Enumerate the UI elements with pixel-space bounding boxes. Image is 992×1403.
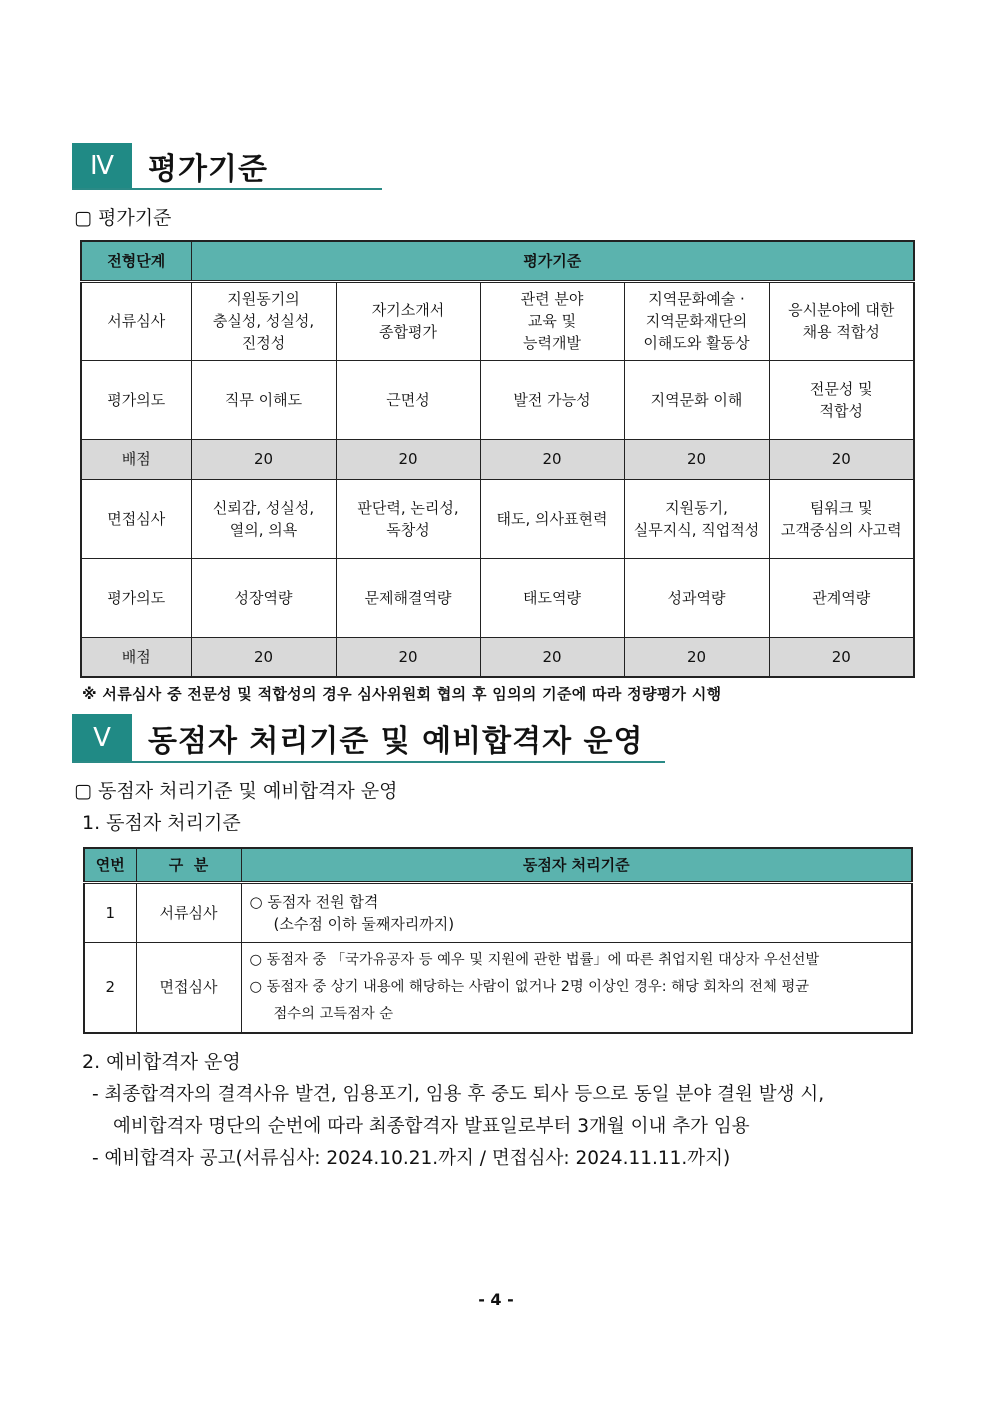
reserve-line-2: 예비합격자 명단의 순번에 따라 최종합격자 발표일로부터 3개월 이내 추가 임용: [113, 1116, 750, 1137]
table-cell: 성과역량: [624, 558, 769, 637]
section-v-subheading: ▢ 동점자 처리기준 및 예비합격자 운영: [74, 780, 398, 802]
section-iv-subheading: ▢ 평가기준: [74, 207, 172, 229]
page-number: - 4 -: [478, 1290, 514, 1309]
table-cell: 전문성 및 적합성: [769, 360, 914, 439]
table-cell: 20: [336, 439, 480, 479]
table-row: [84, 942, 912, 1033]
table-cell: 관련 분야 교육 및 능력개발: [480, 281, 624, 360]
table-cell: 지원동기의 충실성, 성실성, 진정성: [191, 281, 336, 360]
interview-row: [81, 479, 914, 558]
row-number: 2: [84, 942, 136, 1033]
item-2-heading: 2. 예비합격자 운영: [82, 1051, 241, 1073]
section-iv-header: [72, 143, 382, 190]
reserve-line-1: - 최종합격자의 결격사유 발견, 임용포기, 임용 후 중도 퇴사 등으로 동일 분야 결원 발생 시,: [92, 1084, 825, 1105]
table-cell: 판단력, 논리성, 독창성: [336, 479, 480, 558]
table-cell: 신뢰감, 성실성, 열의, 의욕: [191, 479, 336, 558]
row-label: 서류심사: [81, 281, 191, 360]
row-label: 평가의도: [81, 360, 191, 439]
table-footnote: ※ 서류심사 중 전문성 및 적합성의 경우 심사위원회 협의 후 임의의 기준에 따라 정량평가 시행: [82, 685, 722, 703]
row-label: 배점: [81, 637, 191, 677]
table-cell: 응시분야에 대한 채용 적합성: [769, 281, 914, 360]
header-category: 구 분: [136, 848, 241, 882]
table-cell: 20: [336, 637, 480, 677]
header-no: 연번: [84, 848, 136, 882]
header-rule: 동점자 처리기준: [241, 848, 912, 882]
table-header-row: [84, 848, 912, 882]
row-category: 서류심사: [136, 882, 241, 942]
interview-score-row: [81, 637, 914, 677]
table-cell: 직무 이해도: [191, 360, 336, 439]
interview-intent-row: [81, 558, 914, 637]
table-cell: 20: [769, 637, 914, 677]
table-cell: 20: [480, 439, 624, 479]
section-iv-title: 평가기준: [148, 151, 268, 187]
evaluation-criteria-table: [80, 240, 915, 678]
table-row: [84, 882, 912, 942]
row-category: 면접심사: [136, 942, 241, 1033]
table-cell: 20: [769, 439, 914, 479]
reserve-line-3: - 예비합격자 공고(서류심사: 2024.10.21.까지 / 면접심사: 2024.11.11.까지): [92, 1148, 731, 1169]
row-rule: ○ 동점자 중 「국가유공자 등 예우 및 지원에 관한 법률」에 따른 취업지원 대상자 우선선발 ○ 동점자 중 상기 내용에 해당하는 사람이 없거나 2명 이상인 경우: 해당 회차의 전체 평균 점수의 고득점자 순: [241, 942, 912, 1033]
doc-intent-row: [81, 360, 914, 439]
table-cell: 20: [191, 637, 336, 677]
row-label: 면접심사: [81, 479, 191, 558]
table-cell: 문제해결역량: [336, 558, 480, 637]
table-cell: 지역문화예술 · 지역문화재단의 이해도와 활동상: [624, 281, 769, 360]
table-cell: 20: [624, 439, 769, 479]
doc-score-row: [81, 439, 914, 479]
table-cell: 근면성: [336, 360, 480, 439]
table-cell: 관계역량: [769, 558, 914, 637]
section-v-header: [72, 714, 665, 763]
table-cell: 지원동기, 실무지식, 직업적성: [624, 479, 769, 558]
row-number: 1: [84, 882, 136, 942]
row-label: 배점: [81, 439, 191, 479]
table-cell: 태도, 의사표현력: [480, 479, 624, 558]
table-header-row: [81, 241, 914, 281]
table-cell: 발전 가능성: [480, 360, 624, 439]
table-cell: 성장역량: [191, 558, 336, 637]
table-cell: 20: [624, 637, 769, 677]
table-cell: 지역문화 이해: [624, 360, 769, 439]
item-1-heading: 1. 동점자 처리기준: [82, 812, 241, 834]
section-iv-number: Ⅳ: [72, 143, 132, 188]
header-criteria: 평가기준: [191, 241, 914, 281]
table-cell: 태도역량: [480, 558, 624, 637]
header-stage: 전형단계: [81, 241, 191, 281]
row-rule: ○ 동점자 전원 합격 (소수점 이하 둘째자리까지): [241, 882, 912, 942]
row-label: 평가의도: [81, 558, 191, 637]
table-cell: 20: [191, 439, 336, 479]
section-v-title: 동점자 처리기준 및 예비합격자 운영: [148, 723, 644, 759]
table-cell: 자기소개서 종합평가: [336, 281, 480, 360]
doc-review-row: [81, 281, 914, 360]
tie-break-table: [83, 847, 913, 1034]
table-cell: 팀워크 및 고객중심의 사고력: [769, 479, 914, 558]
section-v-number: Ⅴ: [72, 714, 132, 761]
table-cell: 20: [480, 637, 624, 677]
